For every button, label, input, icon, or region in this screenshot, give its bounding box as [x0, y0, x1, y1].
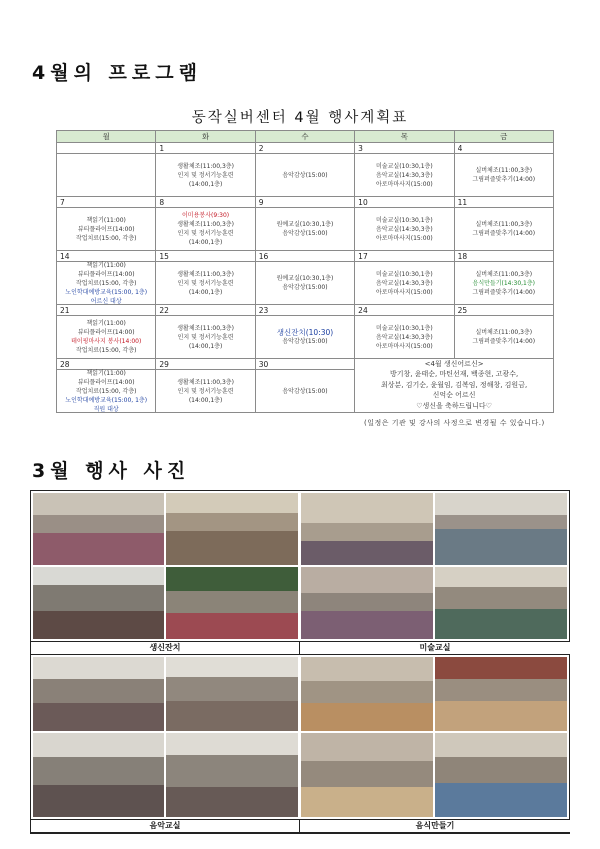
week-1-event-row	[57, 154, 554, 197]
event-cell	[355, 262, 454, 305]
event-line: 미술교실(10:30,1층)	[376, 270, 433, 278]
event-cell	[454, 154, 553, 197]
event-line: (14:00,1층)	[188, 180, 223, 188]
date-cell: 7	[57, 197, 156, 208]
event-cell	[57, 370, 156, 413]
photo-music-1	[33, 657, 164, 731]
birthday-notice-cell	[355, 359, 554, 413]
event-line-highlight: 어르신 대상	[90, 297, 122, 305]
date-cell: 25	[454, 305, 553, 316]
event-line: 미술교실(10:30,1층)	[376, 216, 433, 224]
weekday-wed: 수	[255, 131, 354, 143]
event-line: 작업치료(15:00, 각층)	[75, 347, 137, 354]
date-cell: 10	[355, 197, 454, 208]
event-cell	[454, 316, 553, 359]
event-line: 실버체조(11:00,3층)	[475, 329, 533, 336]
event-line: 아로마마사지(15:00)	[375, 288, 433, 296]
date-cell: 15	[156, 251, 255, 262]
event-line: 책읽기(11:00)	[86, 261, 126, 269]
week-2-event-row	[57, 208, 554, 251]
event-line: 그림퍼즐맞추기(14:00)	[472, 288, 536, 296]
event-line: 그림퍼즐맞추기(14:00)	[472, 338, 536, 345]
date-cell: 30	[255, 359, 354, 370]
event-line: 생활체조(11:00,3층)	[177, 270, 234, 278]
event-line-highlight: 생신잔치(10:30)	[276, 328, 334, 337]
birthday-names: 신억순 어르신	[432, 391, 476, 400]
event-cell	[156, 370, 255, 413]
date-cell: 24	[355, 305, 454, 316]
event-line: 생활체조(11:00,3층)	[177, 221, 234, 228]
week-4-event-row	[57, 316, 554, 359]
photo-music-2	[166, 657, 298, 731]
photo-art-4	[435, 567, 567, 639]
event-line: 작업치료(15:00, 각층)	[75, 387, 137, 395]
birthday-names: 방기창, 윤태순, 마틴선재, 백종현, 고광수,	[389, 370, 519, 379]
birthday-congrats: ♡생신을 축하드립니다♡	[416, 401, 492, 410]
event-line: 책읽기(11:00)	[86, 369, 126, 377]
week-3-date-row	[57, 251, 554, 262]
photo-birthday-2	[166, 493, 298, 565]
event-line: 뷰티플라이프(14:00)	[77, 329, 135, 336]
week-2-date-row	[57, 197, 554, 208]
event-line: 그림퍼즐맞추기(14:00)	[472, 176, 536, 183]
weekday-fri: 금	[454, 131, 553, 143]
event-cell	[255, 316, 354, 359]
event-line: 생활체조(11:00,3층)	[177, 162, 234, 170]
event-line: 미술교실(10:30,1층)	[376, 162, 433, 170]
event-cell	[255, 262, 354, 305]
event-line: 미술교실(10:30,1층)	[376, 324, 433, 332]
event-line: 음악교실(14:30,3층)	[376, 333, 433, 341]
event-cell	[57, 316, 156, 359]
photo-gallery	[30, 490, 570, 834]
photo-birthday-4	[166, 567, 298, 639]
event-line: 실버체조(11:00,3층)	[475, 221, 533, 228]
event-cell	[156, 262, 255, 305]
photo-art-1	[301, 493, 433, 565]
weekday-mon: 월	[57, 131, 156, 143]
event-cell	[255, 208, 354, 251]
event-line: 그림퍼즐맞추기(14:00)	[472, 230, 536, 237]
event-line: 음악교실(14:30,3층)	[376, 171, 433, 179]
event-line-highlight: 이미용봉사(9:30)	[182, 212, 230, 219]
event-cell	[355, 316, 454, 359]
event-line-highlight: 음식만들기(14:30,1층)	[472, 279, 536, 287]
event-line: 음악감상(15:00)	[282, 284, 328, 291]
week-5-date-row	[57, 359, 554, 370]
event-line-highlight: 테이핑마사지 봉사(14:00)	[71, 338, 142, 345]
caption-music: 음악교실	[31, 819, 299, 833]
event-cell	[255, 154, 354, 197]
caption-birthday: 생신잔치	[31, 641, 299, 655]
event-line: 음악감상(15:00)	[282, 338, 328, 345]
event-cell	[156, 316, 255, 359]
weekday-header-row	[57, 131, 554, 143]
event-line: 음악교실(14:30,3층)	[376, 279, 433, 287]
event-line: (14:00,1층)	[188, 342, 223, 350]
event-line: 아로마마사지(15:00)	[375, 234, 433, 242]
caption-art: 미술교실	[299, 641, 570, 655]
date-cell: 18	[454, 251, 553, 262]
date-cell: 1	[156, 143, 255, 154]
event-line: 음악감상(15:00)	[282, 387, 328, 395]
weekday-thu: 목	[355, 131, 454, 143]
photo-birthday-3	[33, 567, 164, 639]
event-line-highlight: 직원 대상	[93, 405, 119, 413]
date-cell: 17	[355, 251, 454, 262]
event-line: 실버체조(11:00,3층)	[475, 167, 533, 174]
schedule-sheet-title: 동작실버센터 4월 행사계획표	[191, 110, 409, 126]
event-cell	[454, 208, 553, 251]
schedule-change-note: (일정은 기관 및 강사의 사정으로 변경될 수 있습니다.)	[364, 419, 545, 427]
event-cell	[57, 208, 156, 251]
photo-art-2	[435, 493, 567, 565]
section-title-photos: 3월 행사 사진	[32, 460, 191, 482]
event-line: (14:00,1층)	[188, 396, 223, 404]
event-line: (14:00,1층)	[188, 288, 223, 296]
event-line: 원예교실(10:30,1층)	[276, 275, 334, 282]
event-cell	[57, 262, 156, 305]
photo-music-4	[166, 733, 298, 817]
date-cell: 2	[255, 143, 354, 154]
date-cell: 9	[255, 197, 354, 208]
date-cell: 3	[355, 143, 454, 154]
event-line: 아로마마사지(15:00)	[375, 342, 433, 350]
caption-cooking: 음식만들기	[299, 819, 570, 833]
event-line: 인지 및 정서기능훈련	[177, 171, 234, 179]
event-cell	[255, 370, 354, 413]
event-line: (14:00,1층)	[188, 239, 223, 246]
event-cell	[156, 154, 255, 197]
event-line: 인지 및 정서기능훈련	[177, 279, 234, 287]
date-cell: 14	[57, 251, 156, 262]
photo-cooking-4	[435, 733, 567, 817]
event-line: 작업치료(15:00, 각층)	[75, 234, 137, 242]
week-3-event-row	[57, 262, 554, 305]
photo-cooking-1	[301, 657, 433, 731]
event-line: 뷰티플라이프(14:00)	[77, 378, 135, 386]
event-line: 뷰티플라이프(14:00)	[77, 270, 135, 278]
event-line: 원예교실(10:30,1층)	[276, 221, 334, 228]
event-line: 생활체조(11:00,3층)	[177, 378, 234, 386]
monthly-schedule-table	[56, 130, 554, 413]
date-cell	[57, 143, 156, 154]
birthday-title: <4월 생신어르신>	[424, 359, 484, 368]
date-cell: 11	[454, 197, 553, 208]
event-line: 작업치료(15:00, 각층)	[75, 279, 137, 287]
photo-cooking-2	[435, 657, 567, 731]
date-cell: 4	[454, 143, 553, 154]
week-1-date-row	[57, 143, 554, 154]
event-line: 실버체조(11:00,3층)	[475, 270, 533, 278]
date-cell: 8	[156, 197, 255, 208]
event-line: 생활체조(11:00,3층)	[177, 324, 234, 332]
date-cell: 16	[255, 251, 354, 262]
event-line: 책읽기(11:00)	[86, 320, 126, 327]
date-cell: 21	[57, 305, 156, 316]
date-cell: 22	[156, 305, 255, 316]
date-cell: 29	[156, 359, 255, 370]
event-line: 아로마마사지(15:00)	[375, 180, 433, 188]
event-line: 음악감상(15:00)	[282, 230, 328, 237]
event-line: 인지 및 정서기능훈련	[177, 230, 234, 237]
event-line: 뷰티플라이프(14:00)	[77, 225, 135, 233]
week-4-date-row	[57, 305, 554, 316]
photo-music-3	[33, 733, 164, 817]
date-cell: 28	[57, 359, 156, 370]
event-line: 인지 및 정서기능훈련	[177, 387, 234, 395]
event-line: 책읽기(11:00)	[86, 216, 126, 224]
event-line: 음악교실(14:30,3층)	[376, 225, 433, 233]
event-cell	[57, 154, 156, 197]
event-cell	[355, 154, 454, 197]
section-title-program: 4월의 프로그램	[32, 62, 202, 84]
event-cell	[355, 208, 454, 251]
photo-cooking-3	[301, 733, 433, 817]
weekday-tue: 화	[156, 131, 255, 143]
birthday-names: 최상분, 김기순, 윤월임, 김복임, 정해창, 김원금,	[380, 380, 528, 389]
photo-birthday-1	[33, 493, 164, 565]
event-cell	[156, 208, 255, 251]
event-line-highlight: 노인학대예방교육(15:00, 1층)	[65, 288, 148, 296]
event-line: 음악감상(15:00)	[282, 171, 328, 179]
event-cell	[454, 262, 553, 305]
event-line: 인지 및 정서기능훈련	[177, 333, 234, 341]
event-line-highlight: 노인학대예방교육(15:00, 1층)	[65, 396, 148, 404]
photo-art-3	[301, 567, 433, 639]
date-cell: 23	[255, 305, 354, 316]
